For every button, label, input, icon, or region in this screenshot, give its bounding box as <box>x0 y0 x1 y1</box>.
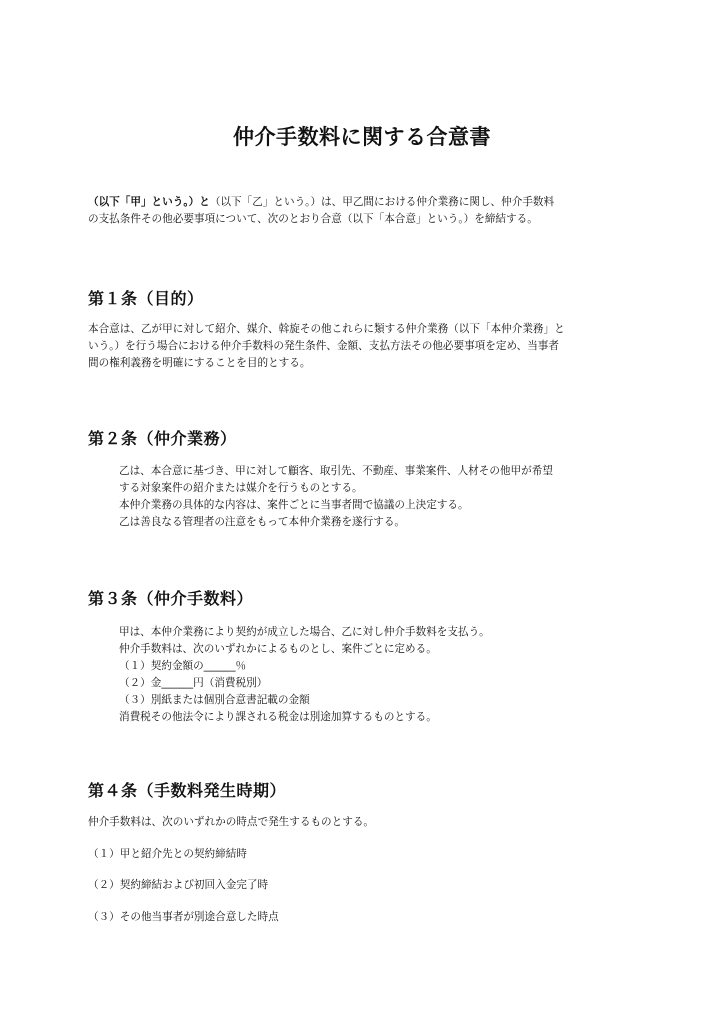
article-2-heading: 第２条（仲介業務） <box>88 429 237 448</box>
article-3-line-1: 甲は、本仲介業務により契約が成立した場合、乙に対し仲介手数料を支払う。 <box>119 626 490 638</box>
article-1-line-3: 間の権利義務を明確にすることを目的とする。 <box>88 357 311 369</box>
article-1-line-2: いう。）を行う場合における仲介手数料の発生条件、金額、支払方法その他必要事項を定め、当事者 <box>88 340 559 352</box>
article-2-line-1: 乙は、本合意に基づき、甲に対して顧客、取引先、不動産、事業案件、人材その他甲が希望 <box>119 465 553 477</box>
article-3-heading: 第３条（仲介手数料） <box>88 589 254 608</box>
article-4-heading: 第４条（手数料発生時期） <box>88 781 287 800</box>
article-3-line-3: （１）契約金額の______％ <box>119 660 247 672</box>
article-4-intro: 仲介手数料は、次のいずれかの時点で発生するものとする。 <box>88 816 375 828</box>
article-1-line-1: 本合意は、乙が甲に対して紹介、媒介、斡旋その他これらに類する仲介業務（以下「本仲介業務」と <box>88 323 565 335</box>
article-2-line-3: 本仲介業務の具体的な内容は、案件ごとに当事者間で協議の上決定する。 <box>119 499 469 511</box>
article-3-line-2: 仲介手数料は、次のいずれかによるものとし、案件ごとに定める。 <box>119 643 437 655</box>
preamble <box>88 194 554 228</box>
preamble-line-1 <box>88 194 554 211</box>
article-2-line-2: する対象案件の紹介または媒介を行うものとする。 <box>119 482 363 494</box>
document-title: 仲介手数料に関する合意書 <box>233 125 491 149</box>
article-2-body <box>119 463 553 531</box>
preamble-line-2: の支払条件その他必要事項について、次のとおり合意（以下「本合意」という。）を締結する。 <box>88 213 538 225</box>
article-1-heading: 第１条（目的） <box>88 289 204 308</box>
article-3-line-6: 消費税その他法令により課される税金は別途加算するものとする。 <box>119 711 437 723</box>
article-1-body <box>88 321 565 372</box>
article-2-line-4: 乙は善良なる管理者の注意をもって本仲介業務を遂行する。 <box>119 516 406 528</box>
article-4-item-1: （１）甲と紹介先との契約締結時 <box>88 848 247 860</box>
article-3-body <box>119 624 490 726</box>
preamble-line-1-rest: （以下「乙」という。）は、甲乙間における仲介業務に関し、仲介手数料 <box>209 196 555 208</box>
article-4-item-3: （３）その他当事者が別途合意した時点 <box>88 911 279 923</box>
article-4-item-2: （２）契約締結および初回入金完了時 <box>88 879 269 891</box>
article-3-line-4: （２）金______円（消費税別） <box>119 677 268 689</box>
preamble-party-a: （以下「甲」という。）と <box>88 196 210 208</box>
article-3-line-5: （３）別紙または個別合意書記載の金額 <box>119 694 310 706</box>
